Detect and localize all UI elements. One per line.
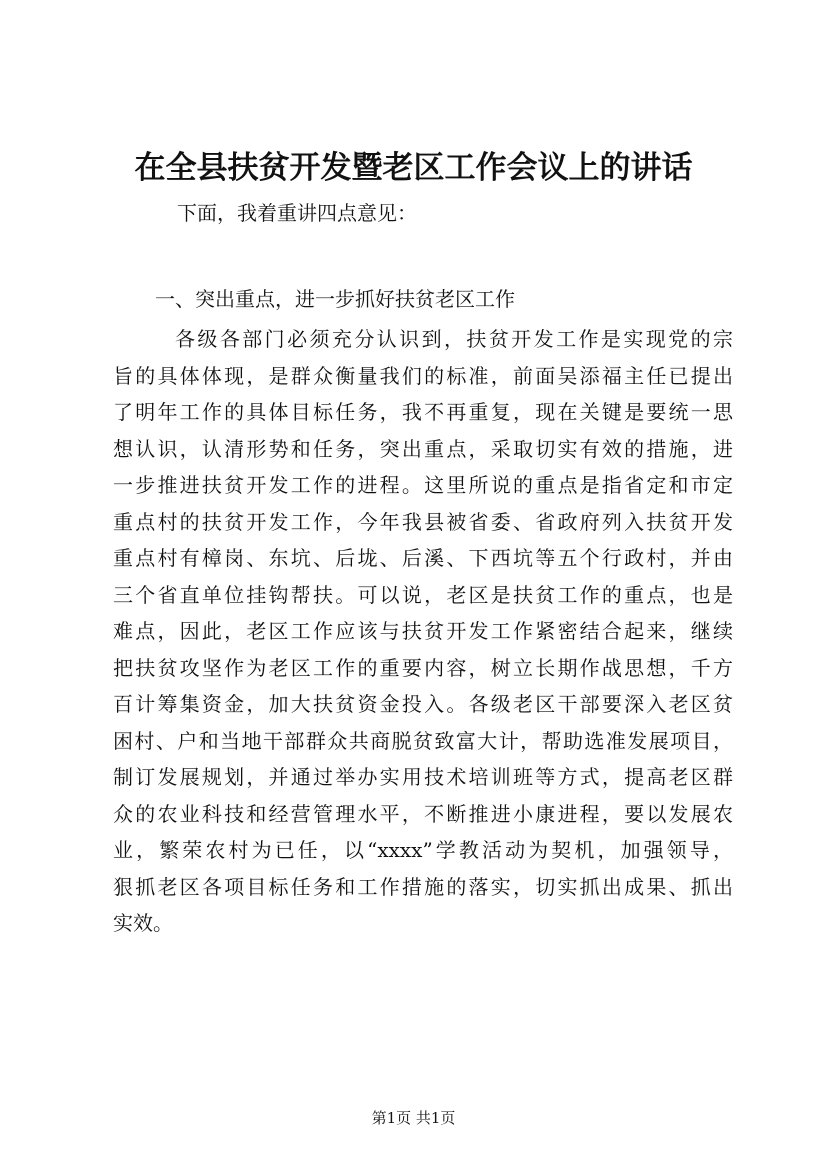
document-title: 在全县扶贫开发暨老区工作会议上的讲话 xyxy=(134,150,693,186)
paragraph-line: 狠抓老区各项目标任务和工作措施的落实，切实抓出成果、抓出 xyxy=(113,874,733,899)
paragraph-line: 业，繁荣农村为已任，以“xxxx”学教活动为契机，加强领导， xyxy=(113,838,733,862)
paragraph-line: 重点村的扶贫开发工作，今年我县被省委、省政府列入扶贫开发 xyxy=(113,509,733,534)
paragraph-line: 难点，因此，老区工作应该与扶贫开发工作紧密结合起来，继续 xyxy=(113,619,733,643)
paragraph-line: 制订发展规划，并通过举办实用技术培训班等方式，提高老区群 xyxy=(113,765,733,789)
paragraph-line: 百计筹集资金，加大扶贫资金投入。各级老区干部要深入老区贫 xyxy=(113,692,733,716)
section-heading: 一、突出重点，进一步抓好扶贫老区工作 xyxy=(155,287,515,311)
paragraph-line: 众的农业科技和经营管理水平，不断推进小康进程，要以发展农 xyxy=(113,801,733,826)
paragraph-line: 想认识，认清形势和任务，突出重点，采取切实有效的措施，进 xyxy=(113,436,733,461)
paragraph-line: 把扶贫攻坚作为老区工作的重要内容，树立长期作战思想，千方 xyxy=(113,655,733,680)
page-footer: 第1页 共1页 xyxy=(371,1109,456,1127)
paragraph-line: 重点村有樟岗、东坑、后垅、后溪、下西坑等五个行政村，并由 xyxy=(113,546,733,570)
body-paragraph xyxy=(113,321,733,942)
paragraph-line: 了明年工作的具体目标任务，我不再重复，现在关键是要统一思 xyxy=(113,400,733,424)
paragraph-line: 实效。 xyxy=(113,911,173,935)
intro-text: 下面，我着重讲四点意见： xyxy=(177,201,417,225)
paragraph-line: 困村、户和当地干部群众共商脱贫致富大计，帮助选准发展项目， xyxy=(113,728,733,753)
paragraph-line: 一步推进扶贫开发工作的进程。这里所说的重点是指省定和市定 xyxy=(113,473,733,497)
paragraph-line: 旨的具体体现，是群众衡量我们的标准，前面吴添福主任已提出 xyxy=(113,363,733,388)
paragraph-line: 三个省直单位挂钩帮扶。可以说，老区是扶贫工作的重点，也是 xyxy=(113,582,733,607)
paragraph-line: 各级各部门必须充分认识到，扶贫开发工作是实现党的宗 xyxy=(175,327,733,351)
